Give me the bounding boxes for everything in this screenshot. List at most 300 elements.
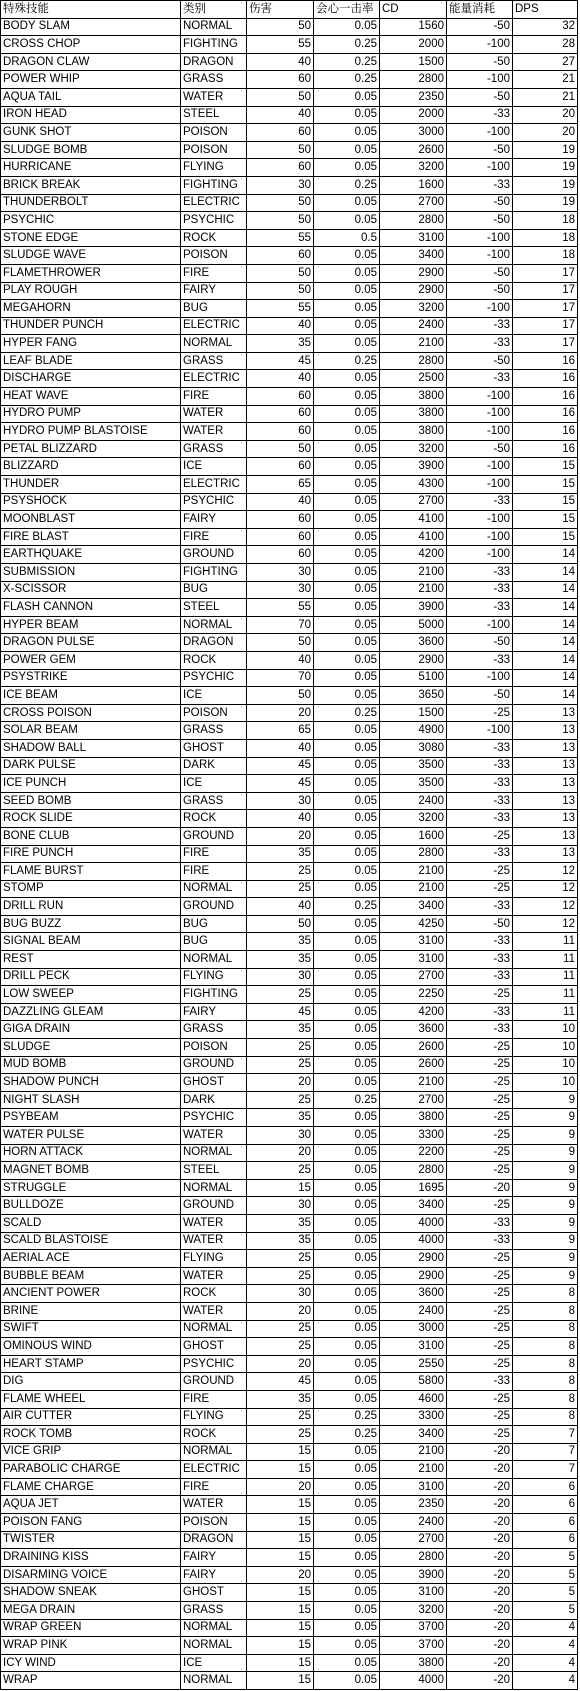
crit-rate-cell: 0.05 <box>314 405 380 423</box>
energy-cost-cell: -33 <box>447 106 513 124</box>
cooldown-cell: 2800 <box>380 845 447 863</box>
dps-cell: 9 <box>513 1109 578 1127</box>
move-name-cell: CROSS POISON <box>1 704 181 722</box>
table-row <box>1 1179 578 1197</box>
move-name-cell: BRINE <box>1 1302 181 1320</box>
move-name-cell: WRAP PINK <box>1 1637 181 1655</box>
crit-rate-cell: 0.05 <box>314 599 380 617</box>
dps-cell: 16 <box>513 388 578 406</box>
cooldown-cell: 2500 <box>380 370 447 388</box>
crit-rate-cell: 0.25 <box>314 53 380 71</box>
dps-cell: 17 <box>513 317 578 335</box>
cooldown-cell: 4600 <box>380 1390 447 1408</box>
cooldown-cell: 2800 <box>380 212 447 230</box>
type-cell: ELECTRIC <box>181 1461 247 1479</box>
energy-cost-cell: -20 <box>447 1672 513 1690</box>
cooldown-cell: 3100 <box>380 1478 447 1496</box>
type-cell: DRAGON <box>181 1531 247 1549</box>
crit-rate-cell: 0.05 <box>314 18 380 36</box>
table-row <box>1 651 578 669</box>
crit-rate-cell: 0.05 <box>314 1250 380 1268</box>
table-row <box>1 335 578 353</box>
table-row <box>1 1338 578 1356</box>
cooldown-cell: 5100 <box>380 669 447 687</box>
type-cell: GROUND <box>181 827 247 845</box>
damage-cell: 40 <box>247 106 314 124</box>
dps-cell: 12 <box>513 880 578 898</box>
crit-rate-cell: 0.05 <box>314 1179 380 1197</box>
move-name-cell: FLAMETHROWER <box>1 264 181 282</box>
type-cell: NORMAL <box>181 880 247 898</box>
energy-cost-cell: -33 <box>447 317 513 335</box>
dps-cell: 11 <box>513 1003 578 1021</box>
dps-cell: 18 <box>513 212 578 230</box>
type-cell: FAIRY <box>181 511 247 529</box>
cooldown-cell: 3400 <box>380 898 447 916</box>
dps-cell: 16 <box>513 370 578 388</box>
damage-cell: 15 <box>247 1531 314 1549</box>
dps-cell: 9 <box>513 1214 578 1232</box>
damage-cell: 15 <box>247 1514 314 1532</box>
cooldown-cell: 3000 <box>380 124 447 142</box>
crit-rate-cell: 0.25 <box>314 352 380 370</box>
type-cell: NORMAL <box>181 1179 247 1197</box>
cooldown-cell: 2250 <box>380 986 447 1004</box>
move-name-cell: MAGNET BOMB <box>1 1162 181 1180</box>
damage-cell: 55 <box>247 229 314 247</box>
table-row <box>1 212 578 230</box>
energy-cost-cell: -25 <box>447 1197 513 1215</box>
damage-cell: 20 <box>247 704 314 722</box>
cooldown-cell: 1500 <box>380 704 447 722</box>
energy-cost-cell: -20 <box>447 1602 513 1620</box>
damage-cell: 45 <box>247 1003 314 1021</box>
dps-cell: 16 <box>513 352 578 370</box>
type-cell: ELECTRIC <box>181 194 247 212</box>
table-row <box>1 71 578 89</box>
move-name-cell: DRILL RUN <box>1 898 181 916</box>
table-row <box>1 18 578 36</box>
type-cell: POISON <box>181 247 247 265</box>
crit-rate-cell: 0.05 <box>314 1285 380 1303</box>
table-row <box>1 1214 578 1232</box>
cooldown-cell: 4100 <box>380 528 447 546</box>
move-name-cell: FIRE BLAST <box>1 528 181 546</box>
crit-rate-cell: 0.05 <box>314 440 380 458</box>
move-name-cell: REST <box>1 951 181 969</box>
table-row <box>1 1021 578 1039</box>
type-cell: FIRE <box>181 863 247 881</box>
table-row <box>1 986 578 1004</box>
energy-cost-cell: -100 <box>447 423 513 441</box>
dps-cell: 32 <box>513 18 578 36</box>
crit-rate-cell: 0.05 <box>314 651 380 669</box>
move-name-cell: HORN ATTACK <box>1 1144 181 1162</box>
energy-cost-cell: -33 <box>447 933 513 951</box>
energy-cost-cell: -50 <box>447 88 513 106</box>
move-name-cell: SCALD <box>1 1214 181 1232</box>
table-row <box>1 1074 578 1092</box>
table-row <box>1 1250 578 1268</box>
table-row <box>1 1531 578 1549</box>
cooldown-cell: 3080 <box>380 739 447 757</box>
crit-rate-cell: 0.05 <box>314 476 380 494</box>
dps-cell: 13 <box>513 704 578 722</box>
crit-rate-cell: 0.05 <box>314 1127 380 1145</box>
dps-cell: 13 <box>513 775 578 793</box>
damage-cell: 60 <box>247 546 314 564</box>
table-row <box>1 1232 578 1250</box>
crit-rate-cell: 0.05 <box>314 863 380 881</box>
table-row <box>1 810 578 828</box>
energy-cost-cell: -33 <box>447 757 513 775</box>
energy-cost-cell: -25 <box>447 1355 513 1373</box>
table-row <box>1 194 578 212</box>
header-energy-cost: 能量消耗 <box>447 1 513 19</box>
energy-cost-cell: -33 <box>447 792 513 810</box>
move-name-cell: ROCK SLIDE <box>1 810 181 828</box>
crit-rate-cell: 0.05 <box>314 388 380 406</box>
dps-cell: 6 <box>513 1531 578 1549</box>
cooldown-cell: 3300 <box>380 1408 447 1426</box>
dps-cell: 4 <box>513 1637 578 1655</box>
type-cell: FLYING <box>181 1408 247 1426</box>
damage-cell: 50 <box>247 264 314 282</box>
damage-cell: 15 <box>247 1443 314 1461</box>
move-name-cell: AQUA JET <box>1 1496 181 1514</box>
dps-cell: 14 <box>513 651 578 669</box>
table-row <box>1 792 578 810</box>
cooldown-cell: 2700 <box>380 1531 447 1549</box>
cooldown-cell: 3800 <box>380 1654 447 1672</box>
move-name-cell: AIR CUTTER <box>1 1408 181 1426</box>
move-name-cell: SWIFT <box>1 1320 181 1338</box>
table-row <box>1 1514 578 1532</box>
crit-rate-cell: 0.05 <box>314 581 380 599</box>
cooldown-cell: 3200 <box>380 810 447 828</box>
table-row <box>1 423 578 441</box>
damage-cell: 65 <box>247 476 314 494</box>
damage-cell: 35 <box>247 933 314 951</box>
dps-cell: 4 <box>513 1654 578 1672</box>
table-row <box>1 880 578 898</box>
table-row <box>1 1654 578 1672</box>
crit-rate-cell: 0.5 <box>314 229 380 247</box>
crit-rate-cell: 0.05 <box>314 370 380 388</box>
dps-cell: 15 <box>513 511 578 529</box>
crit-rate-cell: 0.05 <box>314 1355 380 1373</box>
crit-rate-cell: 0.05 <box>314 810 380 828</box>
damage-cell: 65 <box>247 722 314 740</box>
dps-cell: 8 <box>513 1390 578 1408</box>
dps-cell: 11 <box>513 933 578 951</box>
cooldown-cell: 3400 <box>380 1197 447 1215</box>
cooldown-cell: 3400 <box>380 1426 447 1444</box>
damage-cell: 20 <box>247 1566 314 1584</box>
move-name-cell: POWER WHIP <box>1 71 181 89</box>
move-name-cell: CROSS CHOP <box>1 36 181 54</box>
energy-cost-cell: -100 <box>447 388 513 406</box>
table-row <box>1 1443 578 1461</box>
move-name-cell: DRAGON PULSE <box>1 634 181 652</box>
move-name-cell: POWER GEM <box>1 651 181 669</box>
energy-cost-cell: -25 <box>447 1144 513 1162</box>
cooldown-cell: 2600 <box>380 1056 447 1074</box>
dps-cell: 8 <box>513 1373 578 1391</box>
move-name-cell: DISARMING VOICE <box>1 1566 181 1584</box>
energy-cost-cell: -20 <box>447 1496 513 1514</box>
dps-cell: 14 <box>513 687 578 705</box>
type-cell: PSYCHIC <box>181 1355 247 1373</box>
move-name-cell: BUBBLE BEAM <box>1 1267 181 1285</box>
energy-cost-cell: -25 <box>447 1390 513 1408</box>
type-cell: NORMAL <box>181 18 247 36</box>
damage-cell: 25 <box>247 1162 314 1180</box>
dps-cell: 12 <box>513 915 578 933</box>
move-name-cell: IRON HEAD <box>1 106 181 124</box>
type-cell: NORMAL <box>181 1637 247 1655</box>
dps-cell: 20 <box>513 106 578 124</box>
crit-rate-cell: 0.05 <box>314 1302 380 1320</box>
damage-cell: 50 <box>247 88 314 106</box>
energy-cost-cell: -25 <box>447 1250 513 1268</box>
move-name-cell: SHADOW PUNCH <box>1 1074 181 1092</box>
energy-cost-cell: -25 <box>447 1127 513 1145</box>
cooldown-cell: 2400 <box>380 1514 447 1532</box>
damage-cell: 45 <box>247 775 314 793</box>
energy-cost-cell: -20 <box>447 1566 513 1584</box>
energy-cost-cell: -20 <box>447 1461 513 1479</box>
table-row <box>1 827 578 845</box>
dps-cell: 7 <box>513 1426 578 1444</box>
damage-cell: 15 <box>247 1619 314 1637</box>
damage-cell: 50 <box>247 18 314 36</box>
dps-cell: 13 <box>513 739 578 757</box>
crit-rate-cell: 0.05 <box>314 159 380 177</box>
energy-cost-cell: -20 <box>447 1478 513 1496</box>
dps-cell: 14 <box>513 581 578 599</box>
table-row <box>1 476 578 494</box>
cooldown-cell: 3600 <box>380 634 447 652</box>
type-cell: GRASS <box>181 792 247 810</box>
damage-cell: 25 <box>247 1338 314 1356</box>
cooldown-cell: 2800 <box>380 1162 447 1180</box>
damage-cell: 35 <box>247 1232 314 1250</box>
type-cell: NORMAL <box>181 335 247 353</box>
energy-cost-cell: -50 <box>447 194 513 212</box>
cooldown-cell: 3200 <box>380 440 447 458</box>
damage-cell: 50 <box>247 141 314 159</box>
crit-rate-cell: 0.05 <box>314 1320 380 1338</box>
damage-cell: 25 <box>247 863 314 881</box>
type-cell: WATER <box>181 1214 247 1232</box>
crit-rate-cell: 0.05 <box>314 1197 380 1215</box>
damage-cell: 30 <box>247 792 314 810</box>
move-name-cell: HYPER FANG <box>1 335 181 353</box>
table-row <box>1 352 578 370</box>
damage-cell: 60 <box>247 423 314 441</box>
cooldown-cell: 1600 <box>380 176 447 194</box>
table-row <box>1 88 578 106</box>
table-row <box>1 1285 578 1303</box>
energy-cost-cell: -100 <box>447 247 513 265</box>
table-row <box>1 1355 578 1373</box>
damage-cell: 60 <box>247 528 314 546</box>
crit-rate-cell: 0.05 <box>314 1390 380 1408</box>
type-cell: GRASS <box>181 440 247 458</box>
type-cell: WATER <box>181 405 247 423</box>
dps-cell: 6 <box>513 1514 578 1532</box>
type-cell: FAIRY <box>181 1566 247 1584</box>
type-cell: ROCK <box>181 1426 247 1444</box>
table-row <box>1 1461 578 1479</box>
cooldown-cell: 4900 <box>380 722 447 740</box>
energy-cost-cell: -100 <box>447 616 513 634</box>
table-row <box>1 546 578 564</box>
crit-rate-cell: 0.05 <box>314 722 380 740</box>
crit-rate-cell: 0.05 <box>314 528 380 546</box>
damage-cell: 30 <box>247 1285 314 1303</box>
crit-rate-cell: 0.05 <box>314 775 380 793</box>
energy-cost-cell: -25 <box>447 1091 513 1109</box>
dps-cell: 10 <box>513 1056 578 1074</box>
move-name-cell: MUD BOMB <box>1 1056 181 1074</box>
type-cell: STEEL <box>181 106 247 124</box>
energy-cost-cell: -25 <box>447 1039 513 1057</box>
table-row <box>1 511 578 529</box>
type-cell: POISON <box>181 124 247 142</box>
crit-rate-cell: 0.05 <box>314 1443 380 1461</box>
dps-cell: 9 <box>513 1144 578 1162</box>
damage-cell: 15 <box>247 1672 314 1690</box>
move-name-cell: NIGHT SLASH <box>1 1091 181 1109</box>
crit-rate-cell: 0.05 <box>314 124 380 142</box>
dps-cell: 17 <box>513 335 578 353</box>
header-type: 类别 <box>181 1 247 19</box>
dps-cell: 14 <box>513 546 578 564</box>
move-name-cell: FLAME CHARGE <box>1 1478 181 1496</box>
move-name-cell: TWISTER <box>1 1531 181 1549</box>
move-name-cell: FLAME WHEEL <box>1 1390 181 1408</box>
move-name-cell: HYPER BEAM <box>1 616 181 634</box>
header-cooldown: CD <box>380 1 447 19</box>
cooldown-cell: 3800 <box>380 1109 447 1127</box>
energy-cost-cell: -20 <box>447 1619 513 1637</box>
table-row <box>1 1619 578 1637</box>
move-name-cell: MOONBLAST <box>1 511 181 529</box>
table-row <box>1 388 578 406</box>
energy-cost-cell: -25 <box>447 1338 513 1356</box>
type-cell: ELECTRIC <box>181 370 247 388</box>
table-row <box>1 775 578 793</box>
type-cell: PSYCHIC <box>181 493 247 511</box>
cooldown-cell: 2700 <box>380 493 447 511</box>
damage-cell: 60 <box>247 159 314 177</box>
table-row <box>1 599 578 617</box>
crit-rate-cell: 0.05 <box>314 1039 380 1057</box>
energy-cost-cell: -50 <box>447 18 513 36</box>
type-cell: STEEL <box>181 599 247 617</box>
type-cell: BUG <box>181 300 247 318</box>
dps-cell: 19 <box>513 141 578 159</box>
move-name-cell: DRAINING KISS <box>1 1549 181 1567</box>
damage-cell: 15 <box>247 1637 314 1655</box>
type-cell: FIGHTING <box>181 176 247 194</box>
type-cell: FIRE <box>181 1390 247 1408</box>
type-cell: ROCK <box>181 651 247 669</box>
type-cell: FLYING <box>181 1250 247 1268</box>
energy-cost-cell: -33 <box>447 176 513 194</box>
cooldown-cell: 2900 <box>380 1267 447 1285</box>
energy-cost-cell: -20 <box>447 1179 513 1197</box>
type-cell: GRASS <box>181 352 247 370</box>
damage-cell: 40 <box>247 739 314 757</box>
energy-cost-cell: -100 <box>447 722 513 740</box>
move-name-cell: PSYSTRIKE <box>1 669 181 687</box>
table-row <box>1 616 578 634</box>
cooldown-cell: 3800 <box>380 423 447 441</box>
move-name-cell: HEART STAMP <box>1 1355 181 1373</box>
table-row <box>1 1426 578 1444</box>
move-name-cell: WRAP <box>1 1672 181 1690</box>
energy-cost-cell: -33 <box>447 898 513 916</box>
table-row <box>1 1549 578 1567</box>
energy-cost-cell: -100 <box>447 71 513 89</box>
table-row <box>1 951 578 969</box>
move-name-cell: ROCK TOMB <box>1 1426 181 1444</box>
energy-cost-cell: -33 <box>447 1003 513 1021</box>
damage-cell: 20 <box>247 827 314 845</box>
cooldown-cell: 3100 <box>380 1584 447 1602</box>
damage-cell: 60 <box>247 71 314 89</box>
energy-cost-cell: -100 <box>447 124 513 142</box>
move-name-cell: FLASH CANNON <box>1 599 181 617</box>
crit-rate-cell: 0.05 <box>314 951 380 969</box>
type-cell: NORMAL <box>181 1443 247 1461</box>
dps-cell: 13 <box>513 722 578 740</box>
type-cell: NORMAL <box>181 616 247 634</box>
dps-cell: 8 <box>513 1285 578 1303</box>
energy-cost-cell: -50 <box>447 282 513 300</box>
cooldown-cell: 5800 <box>380 1373 447 1391</box>
move-name-cell: PSYBEAM <box>1 1109 181 1127</box>
cooldown-cell: 3100 <box>380 933 447 951</box>
type-cell: POISON <box>181 1039 247 1057</box>
cooldown-cell: 2400 <box>380 1302 447 1320</box>
energy-cost-cell: -33 <box>447 1021 513 1039</box>
move-name-cell: HURRICANE <box>1 159 181 177</box>
type-cell: POISON <box>181 141 247 159</box>
table-row <box>1 1162 578 1180</box>
move-name-cell: LEAF BLADE <box>1 352 181 370</box>
crit-rate-cell: 0.05 <box>314 88 380 106</box>
type-cell: GROUND <box>181 546 247 564</box>
crit-rate-cell: 0.25 <box>314 71 380 89</box>
move-name-cell: HEAT WAVE <box>1 388 181 406</box>
table-row <box>1 53 578 71</box>
crit-rate-cell: 0.05 <box>314 1478 380 1496</box>
dps-cell: 12 <box>513 863 578 881</box>
type-cell: FIRE <box>181 845 247 863</box>
damage-cell: 35 <box>247 1109 314 1127</box>
crit-rate-cell: 0.25 <box>314 704 380 722</box>
cooldown-cell: 3900 <box>380 458 447 476</box>
energy-cost-cell: -33 <box>447 1373 513 1391</box>
energy-cost-cell: -33 <box>447 951 513 969</box>
dps-cell: 18 <box>513 247 578 265</box>
table-body <box>1 18 578 1689</box>
cooldown-cell: 2700 <box>380 194 447 212</box>
